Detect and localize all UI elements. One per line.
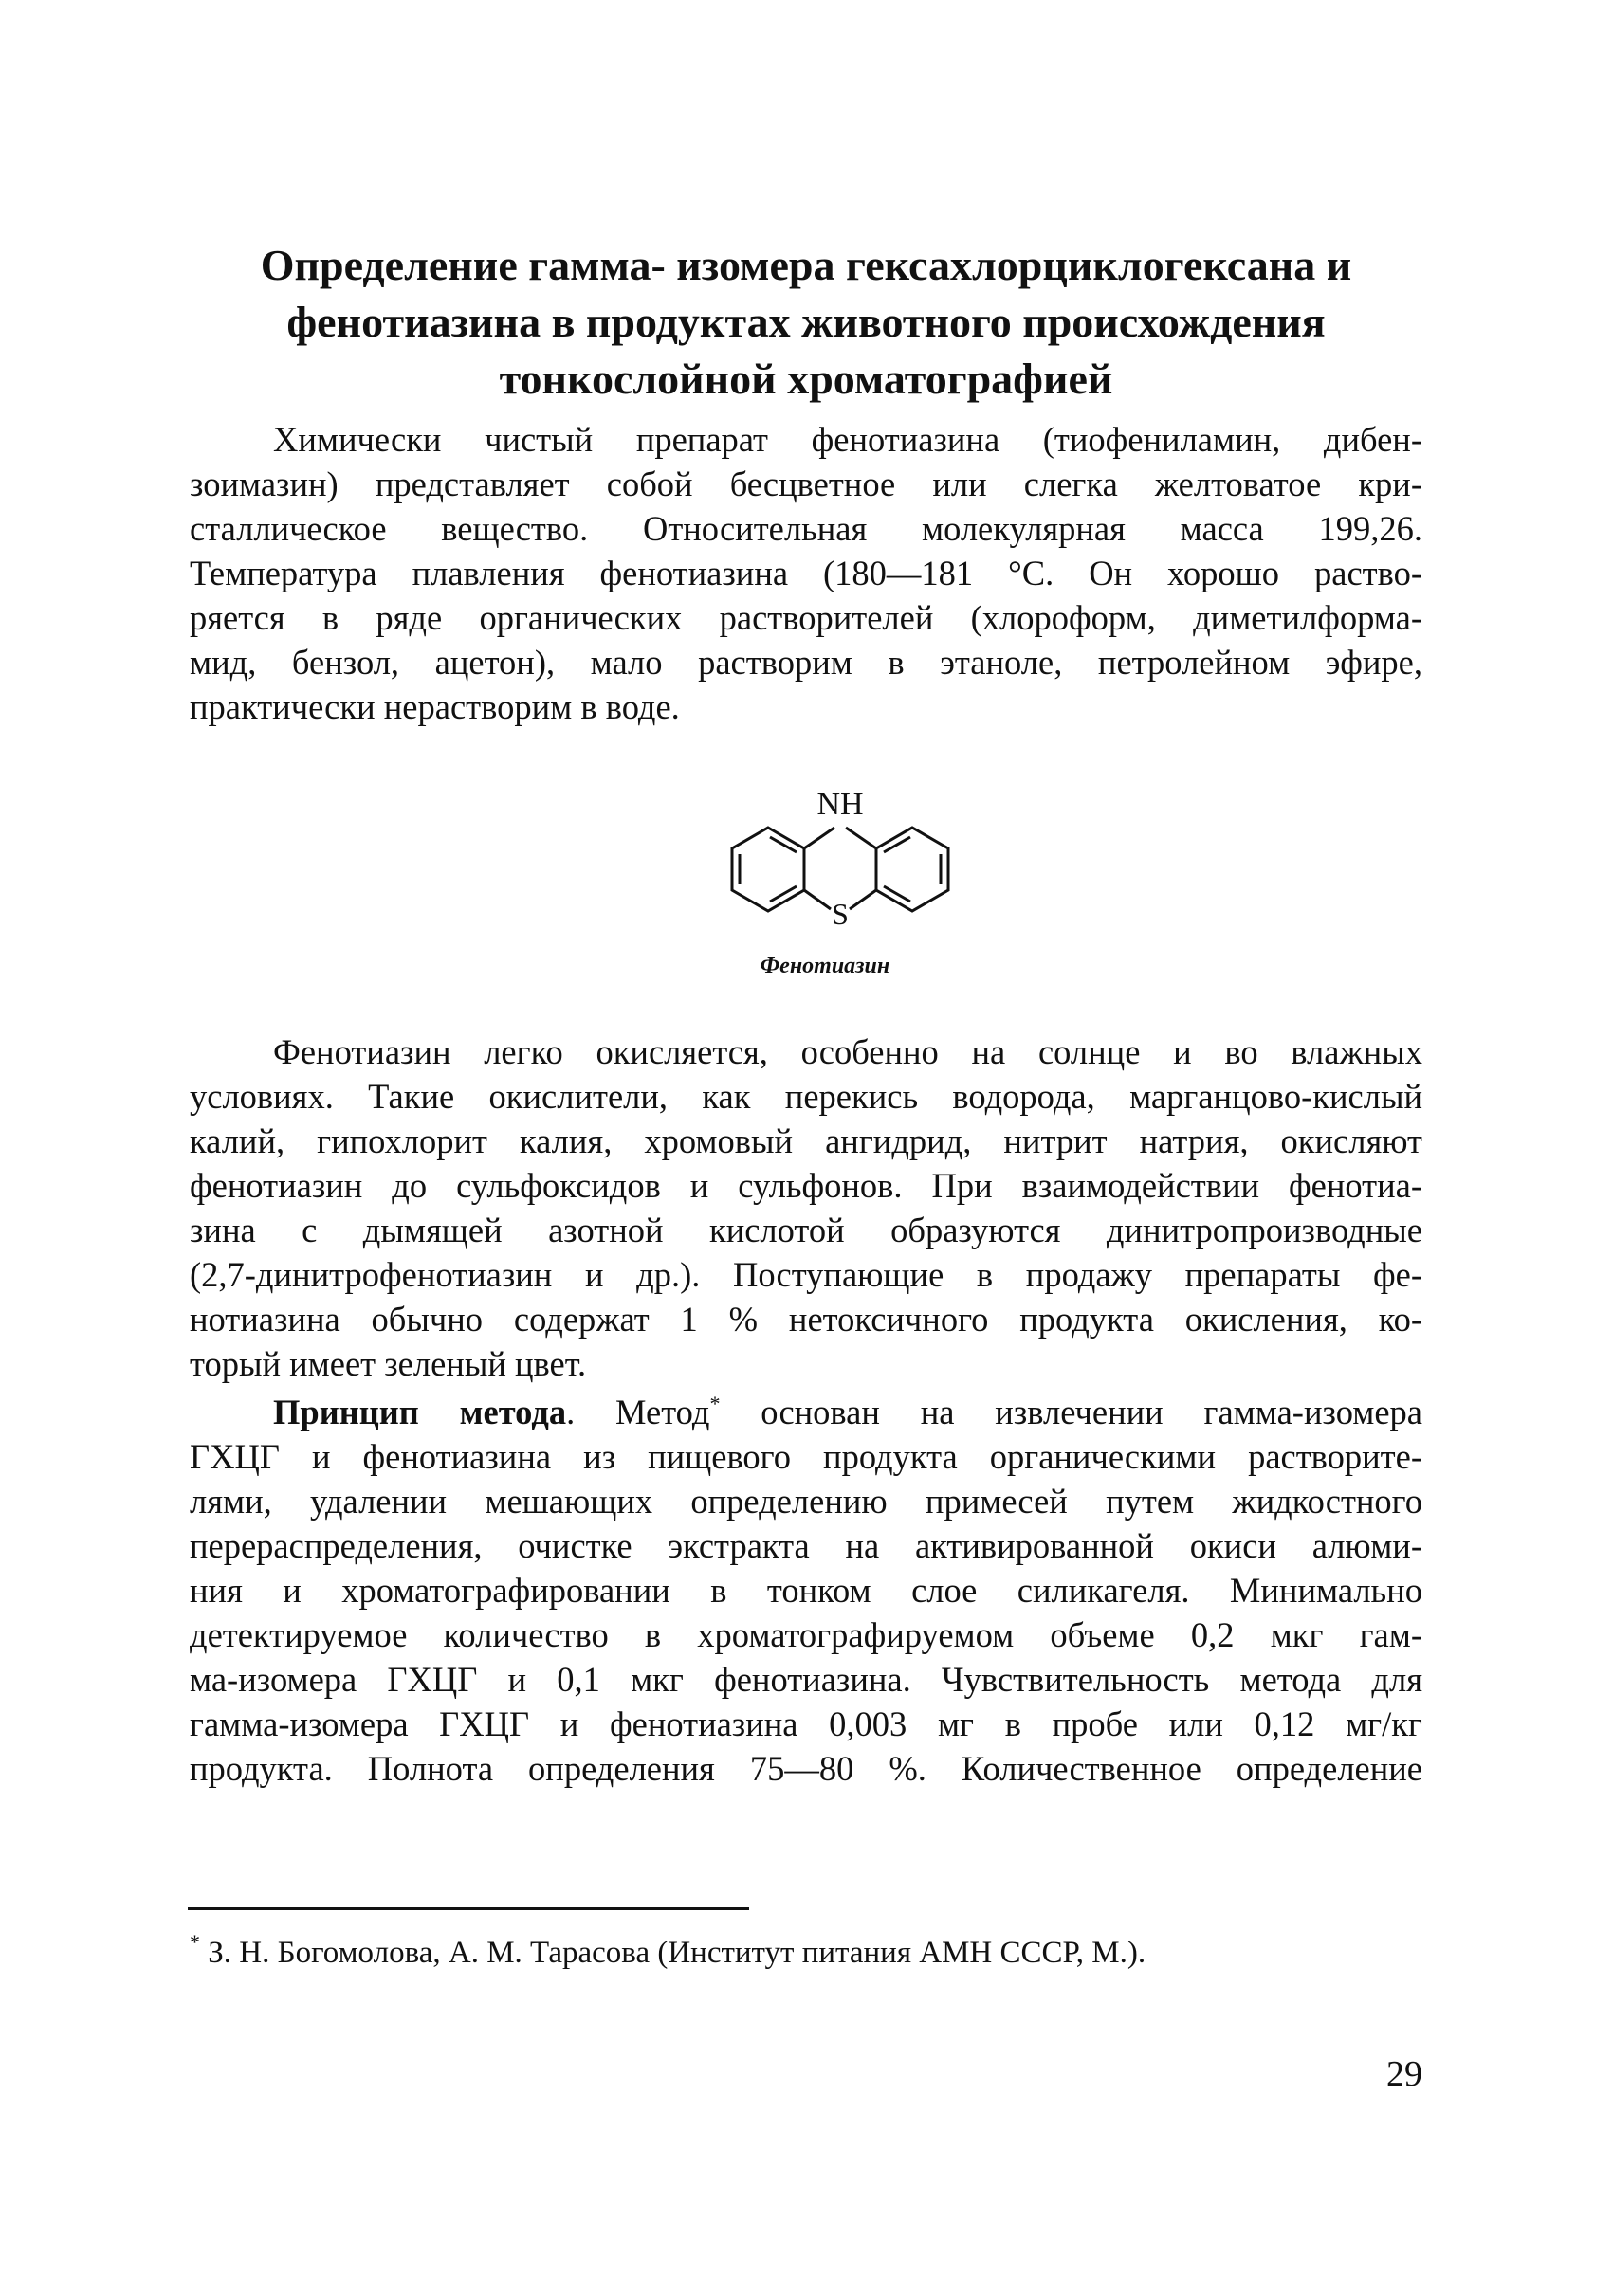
text-line: ния и хроматографировании в тонком слое силикагеля. Минимально — [190, 1571, 1422, 1610]
footnote-divider — [188, 1907, 749, 1910]
right-ring-double-bond — [884, 886, 910, 902]
text-line: практически нерастворим в воде. — [190, 687, 680, 726]
title-line: Определение гамма- изомера гексахлорциклогексана и — [260, 241, 1352, 289]
text-line: фенотиазин до сульфоксидов и сульфонов. При взаимодействии фенотиа- — [190, 1166, 1422, 1205]
s-label: S — [832, 897, 849, 931]
left-ring-double-bond — [770, 886, 797, 902]
text-line: Температура плавления фенотиазина (180—181 °С. Он хорошо раство- — [190, 554, 1422, 592]
text-line: Фенотиазин легко окисляется, особенно на солнце и во влажных — [273, 1032, 1422, 1071]
text-line: зина с дымящей азотной кислотой образуются динитропроизводные — [190, 1211, 1422, 1249]
left-benzene-ring — [732, 828, 804, 911]
text-line: торый имеет зеленый цвет. — [190, 1344, 587, 1383]
c-s-bond — [850, 890, 876, 909]
phenothiazine-structure-diagram — [692, 773, 977, 962]
paragraph-phenothiazine-properties — [190, 417, 1422, 729]
text-line: нотиазина обычно содержат 1 % нетоксичного продукта окисления, ко- — [190, 1300, 1422, 1339]
c-s-bond — [804, 890, 831, 909]
text-line: калий, гипохлорит калия, хромовый ангидрид, нитрит натрия, окисляют — [190, 1121, 1422, 1160]
text-line: перераспределения, очистке экстракта на активированной окиси алюми- — [190, 1526, 1422, 1565]
right-ring-double-bond — [884, 837, 910, 852]
inline-text: основан на извлечении гамма-изомера — [720, 1393, 1423, 1431]
c-n-bond — [804, 828, 834, 848]
section-title — [190, 237, 1422, 408]
text-line: ГХЦГ и фенотиазина из пищевого продукта органическими растворите- — [190, 1437, 1422, 1476]
footnote-reference[interactable]: * — [709, 1392, 721, 1415]
footnote-mark: * — [190, 1930, 200, 1954]
paragraph-method-principle — [190, 1390, 1422, 1791]
footnote-text: З. Н. Богомолова, А. М. Тарасова (Институт питания АМН СССР, М.). — [200, 1936, 1146, 1970]
phenothiazine-structural-formula — [692, 773, 977, 962]
method-principle-heading: Принцип метода — [273, 1393, 567, 1431]
text-line: сталлическое вещество. Относительная молекулярная масса 199,26. — [190, 509, 1422, 548]
text-line: мид, бензол, ацетон), мало растворим в этаноле, петролейном эфире, — [190, 643, 1422, 682]
title-line: тонкослойной хроматографией — [499, 355, 1113, 403]
text-line: условиях. Такие окислители, как перекись водорода, марганцово-кислый — [190, 1077, 1422, 1116]
inline-text: . Метод — [566, 1393, 710, 1431]
text-line — [190, 1390, 1422, 1434]
text-line: ряется в ряде органических растворителей (хлороформ, диметилформа- — [190, 598, 1422, 637]
text-line: детектируемое количество в хроматографируемом объеме 0,2 мкг гам- — [190, 1615, 1422, 1654]
paragraph-oxidation — [190, 1030, 1422, 1386]
c-n-bond — [846, 828, 876, 848]
text-line: лями, удалении мешающих определению примесей путем жидкостного — [190, 1482, 1422, 1521]
text-line: (2,7-динитрофенотиазин и др.). Поступающие в продажу препараты фе- — [190, 1255, 1422, 1294]
text-line: продукта. Полнота определения 75—80 %. Количественное определение — [190, 1749, 1422, 1788]
right-benzene-ring — [876, 828, 948, 911]
text-line: ма-изомера ГХЦГ и 0,1 мкг фенотиазина. Чувствительность метода для — [190, 1660, 1422, 1699]
text-line: зоимазин) представляет собой бесцветное или слегка желтоватое кри- — [190, 465, 1422, 503]
text-line: гамма-изомера ГХЦГ и фенотиазина 0,003 мг в пробе или 0,12 мг/кг — [190, 1704, 1422, 1743]
left-ring-double-bond — [770, 837, 797, 852]
text-line: Химически чистый препарат фенотиазина (тиофениламин, дибен- — [273, 420, 1422, 459]
footnote — [190, 1932, 1422, 1974]
page-number: 29 — [1386, 2054, 1422, 2094]
formula-caption: Фенотиазин — [760, 954, 890, 978]
nh-label: NH — [816, 787, 864, 822]
title-line: фенотиазина в продуктах животного происхождения — [286, 298, 1326, 346]
